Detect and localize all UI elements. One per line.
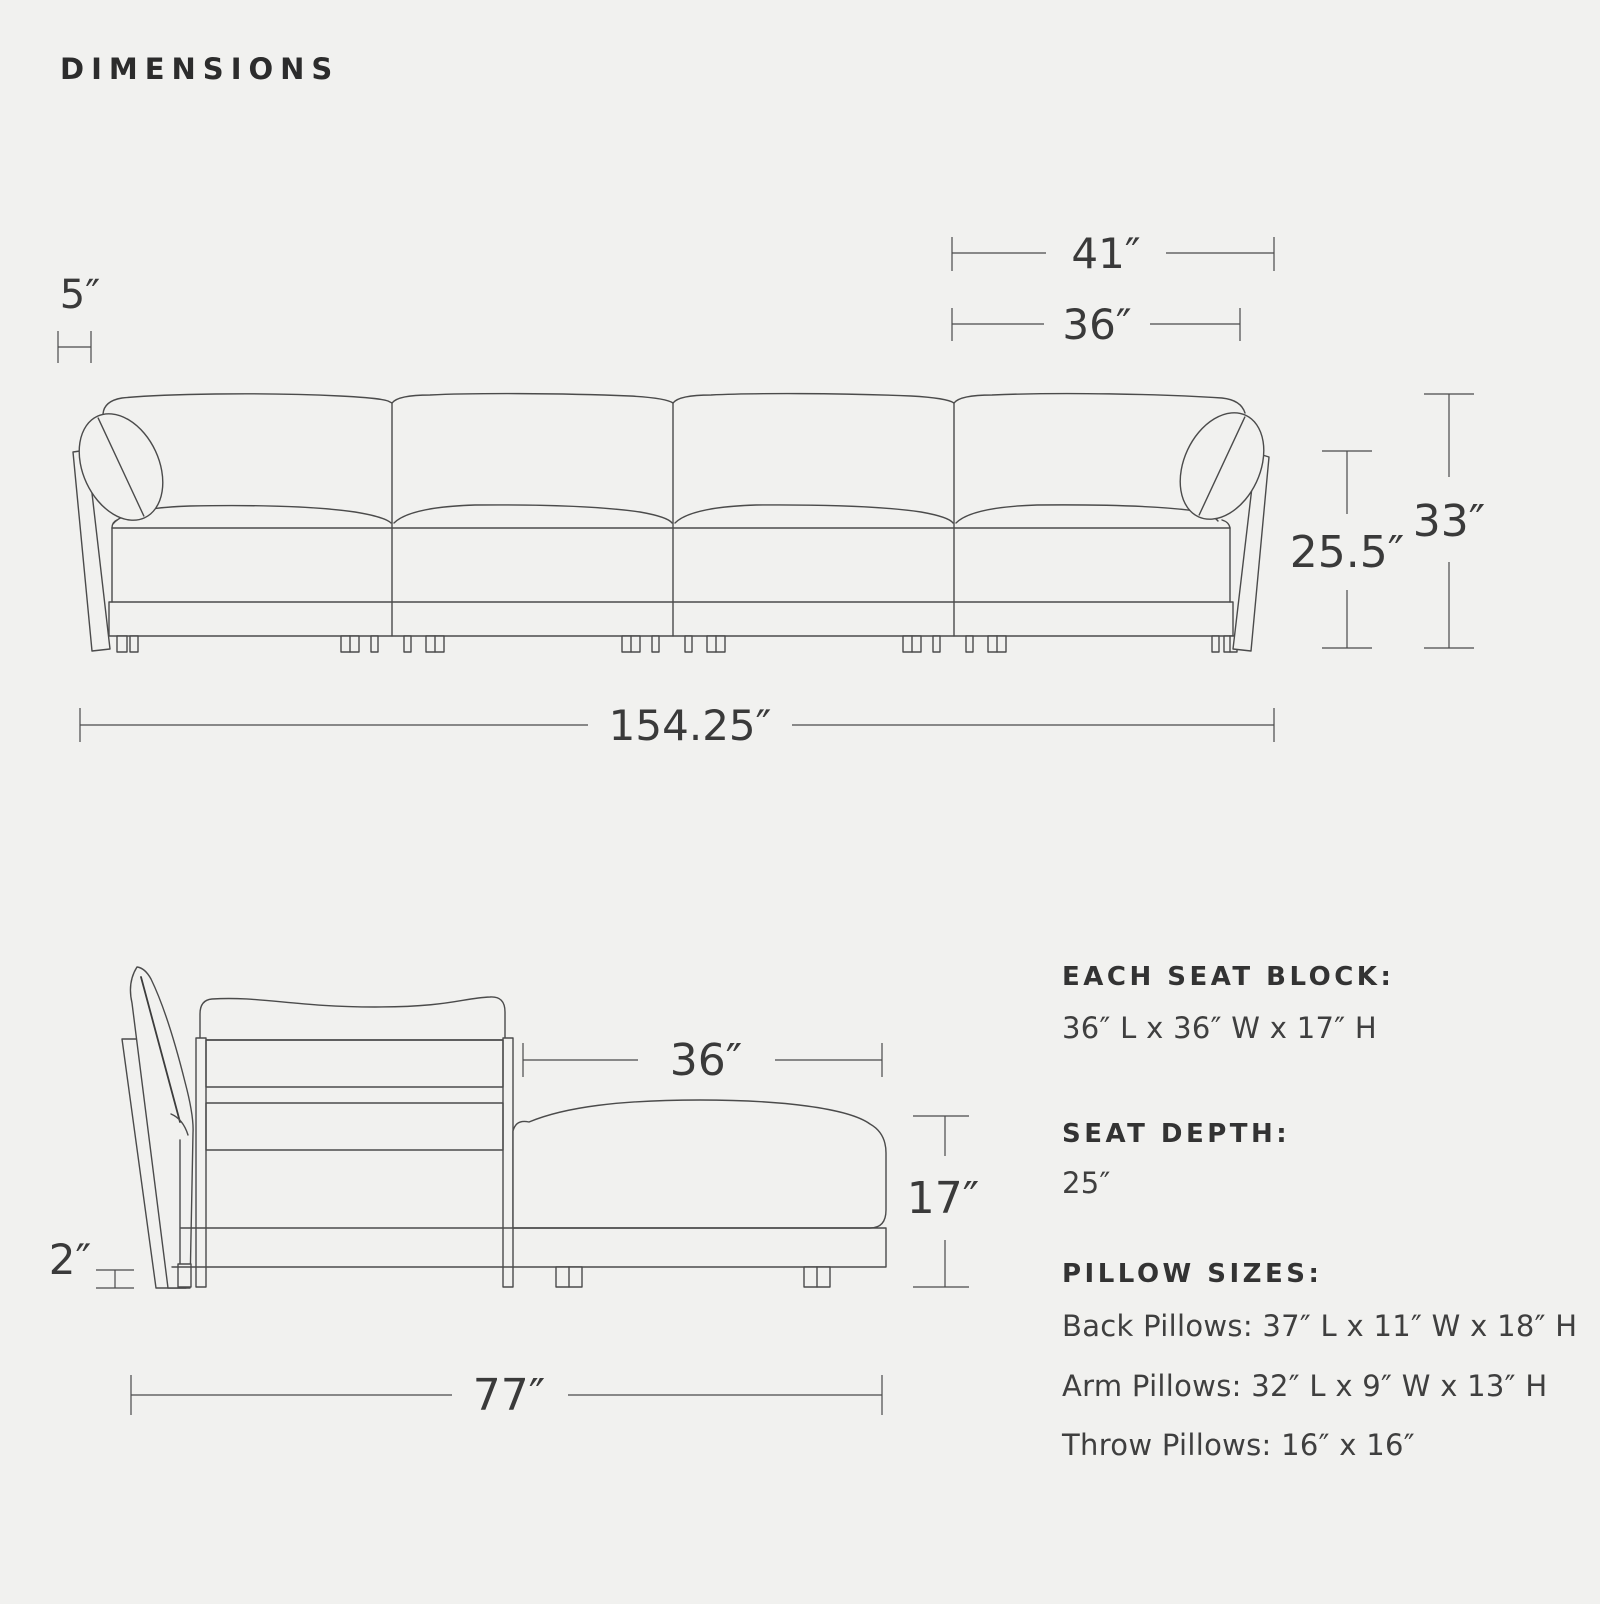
- dim-label-arm-width: 5″: [59, 272, 101, 318]
- dim-seat-module-width: [952, 300, 1240, 349]
- front-view-drawing: [63, 394, 1280, 652]
- dim-seat-block-height: [907, 1116, 979, 1287]
- dim-label-overall-width: 154.25″: [608, 701, 772, 750]
- front-seat-base: [109, 528, 1233, 636]
- seat-depth-value: 25″: [1062, 1166, 1111, 1200]
- pillow-sizes-heading: PILLOW SIZES:: [1062, 1259, 1323, 1289]
- dim-label-corner-module-width: 41″: [1071, 229, 1141, 278]
- front-seat-cushions: [112, 505, 1230, 528]
- dim-overall-width: [80, 701, 1274, 750]
- side-view-drawing: [122, 967, 886, 1288]
- dim-label-overall-depth: 77″: [472, 1370, 546, 1421]
- dim-corner-module-width: [952, 229, 1274, 278]
- dim-overall-height: [1413, 394, 1485, 648]
- dim-label-overall-height: 33″: [1412, 496, 1486, 547]
- side-front-post: [196, 1038, 206, 1287]
- dim-overall-depth: [131, 1370, 882, 1421]
- side-frame-slat-bottom: [206, 1103, 503, 1150]
- page-title: DIMENSIONS: [60, 52, 340, 86]
- dim-label-leg-height: 2″: [48, 1235, 92, 1284]
- back-pillows-value: Back Pillows: 37″ L x 11″ W x 18″ H: [1062, 1309, 1578, 1343]
- arm-pillows-value: Arm Pillows: 32″ L x 9″ W x 13″ H: [1062, 1369, 1548, 1403]
- dim-label-back-height: 25.5″: [1289, 527, 1405, 578]
- dim-back-height: [1290, 451, 1404, 648]
- throw-pillows-value: Throw Pillows: 16″ x 16″: [1062, 1428, 1415, 1462]
- front-view-dimensions: [58, 229, 1485, 750]
- side-seat-block-cushion: [513, 1100, 886, 1228]
- seat-block-value: 36″ L x 36″ W x 17″ H: [1062, 1011, 1377, 1045]
- side-frame-slat-top: [206, 1040, 503, 1087]
- front-back-cushions: [103, 394, 1245, 636]
- dim-label-seat-block-length: 36″: [669, 1035, 743, 1086]
- front-legs: [117, 636, 1237, 652]
- seat-block-heading: EACH SEAT BLOCK:: [1062, 962, 1395, 992]
- seat-depth-heading: SEAT DEPTH:: [1062, 1119, 1291, 1149]
- dim-leg-height: [49, 1235, 134, 1288]
- dim-label-seat-block-height: 17″: [906, 1173, 980, 1224]
- dim-arm-width: [58, 272, 100, 363]
- side-rear-post: [503, 1038, 513, 1287]
- side-back-cushion: [200, 997, 505, 1040]
- dim-label-seat-module-width: 36″: [1062, 300, 1132, 349]
- side-base: [172, 1228, 886, 1267]
- dim-seat-block-length: [523, 1035, 882, 1086]
